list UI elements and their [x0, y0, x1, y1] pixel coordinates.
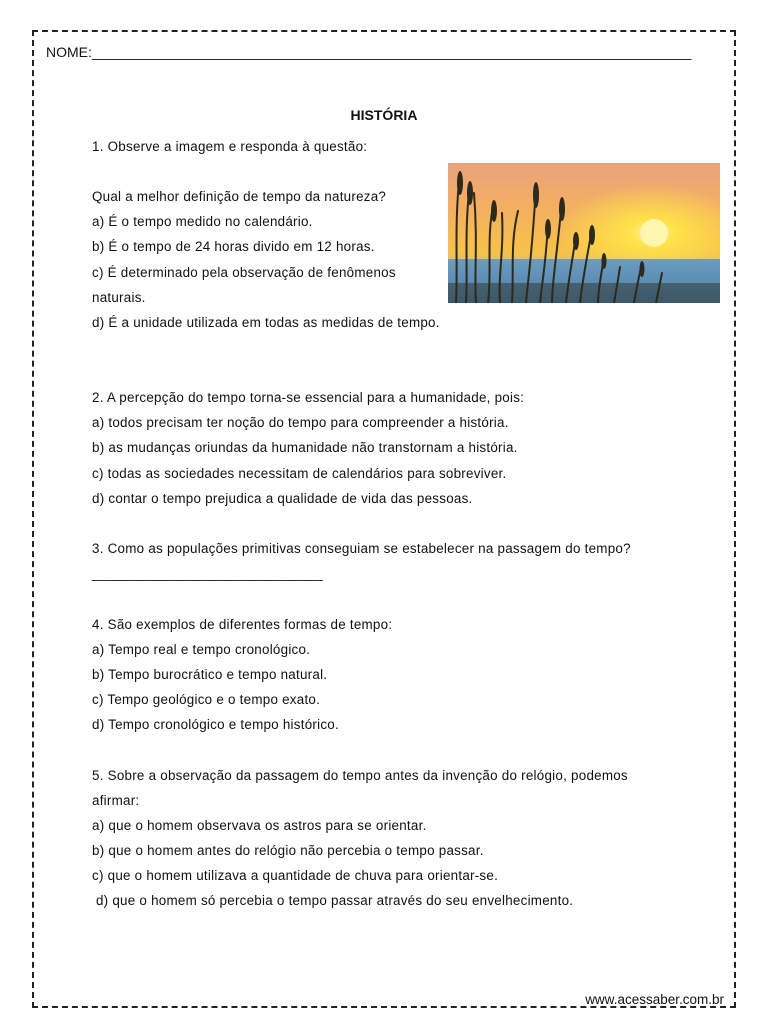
question-1-option-b: b) É o tempo de 24 horas divido em 12 horas.	[92, 239, 375, 254]
question-5-prompt-cont: afirmar:	[92, 793, 140, 808]
question-4-option-c: c) Tempo geológico e o tempo exato.	[92, 692, 321, 707]
question-1-option-c: c) É determinado pela observação de fenômenos	[92, 265, 396, 280]
question-2-prompt: 2. A percepção do tempo torna-se essencial para a humanidade, pois:	[92, 390, 525, 405]
question-1-option-c-cont: naturais.	[92, 290, 146, 305]
question-5-prompt: 5. Sobre a observação da passagem do tempo antes da invenção do relógio, podemos	[92, 768, 628, 783]
question-1-option-d: d) É a unidade utilizada em todas as medidas de tempo.	[92, 315, 440, 330]
question-4-option-a: a) Tempo real e tempo cronológico.	[92, 642, 311, 657]
question-4-option-d: d) Tempo cronológico e tempo histórico.	[92, 717, 339, 732]
sunset-grass-photo	[448, 163, 720, 303]
question-2-option-d: d) contar o tempo prejudica a qualidade de vida das pessoas.	[92, 491, 473, 506]
page-title: HISTÓRIA	[350, 107, 418, 123]
question-2-option-b: b) as mudanças oriundas da humanidade não transtornam a história.	[92, 440, 518, 455]
question-3-answer-line[interactable]: ______________________________	[92, 566, 323, 581]
question-4-prompt: 4. São exemplos de diferentes formas de tempo:	[92, 617, 393, 632]
question-5-option-c: c) que o homem utilizava a quantidade de chuva para orientar-se.	[92, 868, 499, 883]
name-field[interactable]: NOME:_____________________________________________________________________________	[46, 44, 692, 60]
question-4-option-b: b) Tempo burocrático e tempo natural.	[92, 667, 328, 682]
question-1-option-a: a) É o tempo medido no calendário.	[92, 214, 313, 229]
question-3-prompt: 3. Como as populações primitivas conseguiam se estabelecer na passagem do tempo?	[92, 541, 631, 556]
question-2-option-a: a) todos precisam ter noção do tempo para compreender a história.	[92, 415, 509, 430]
question-2-option-c: c) todas as sociedades necessitam de calendários para sobreviver.	[92, 466, 507, 481]
question-1-prompt: 1. Observe a imagem e responda à questão:	[92, 139, 368, 154]
question-5-option-d: d) que o homem só percebia o tempo passar através do seu envelhecimento.	[92, 893, 574, 908]
question-5-option-a: a) que o homem observava os astros para se orientar.	[92, 818, 427, 833]
question-1-subprompt: Qual a melhor definição de tempo da natureza?	[92, 189, 387, 204]
footer-url: www.acessaber.com.br	[585, 992, 724, 1007]
question-5-option-b: b) que o homem antes do relógio não percebia o tempo passar.	[92, 843, 484, 858]
